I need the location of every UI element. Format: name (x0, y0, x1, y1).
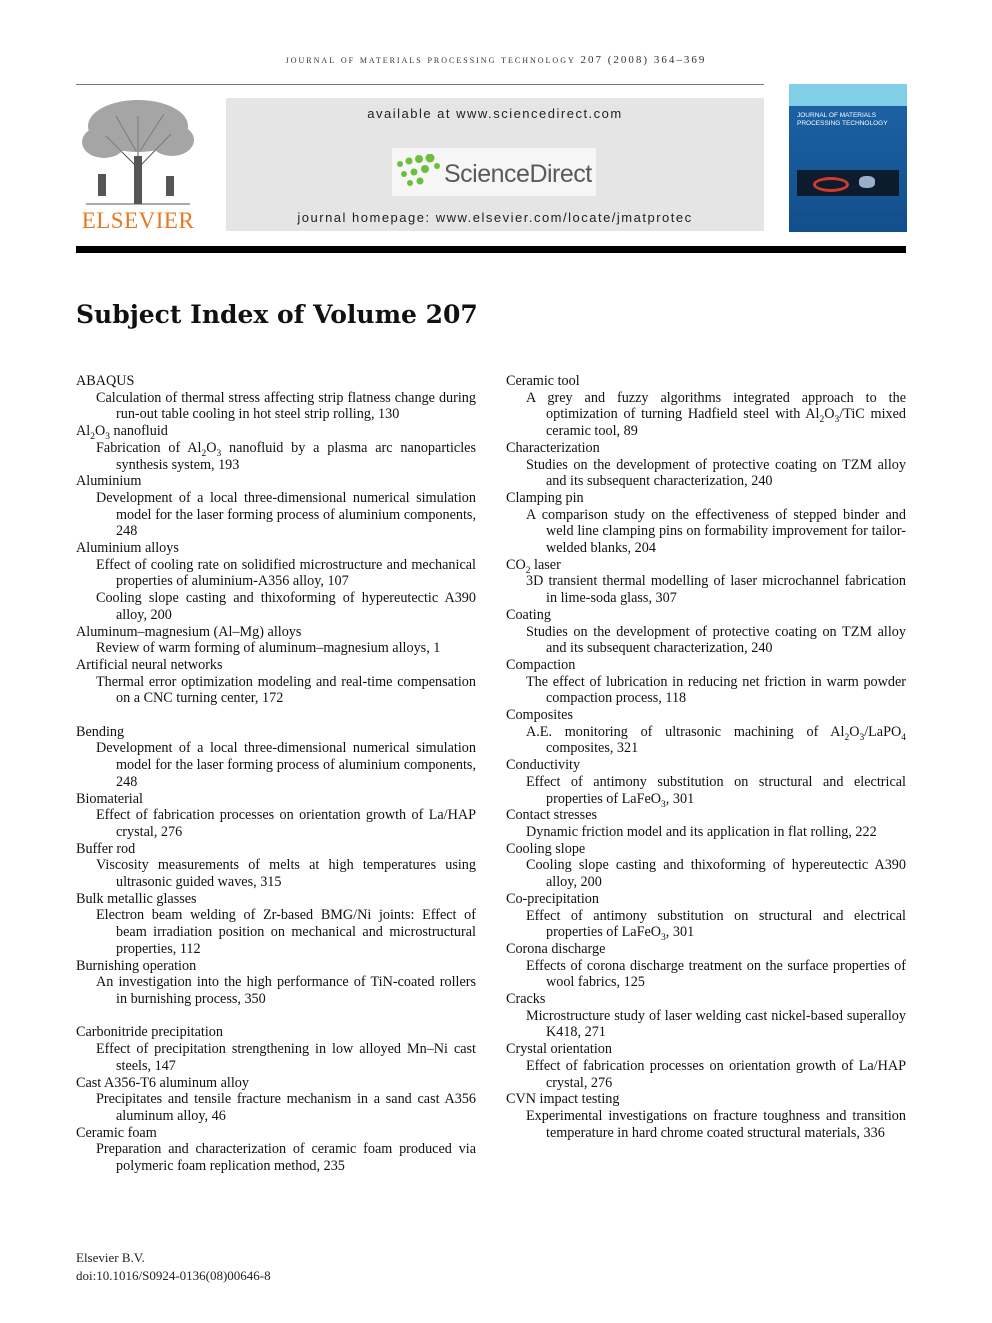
cover-image (797, 170, 899, 196)
index-reference: Thermal error optimization modeling and real-time compensation on a CNC turning center, 172 (96, 673, 476, 707)
index-term: Clamping pin (506, 489, 584, 506)
index-entry (506, 607, 906, 657)
index-entry (506, 1091, 906, 1141)
index-entry (506, 991, 906, 1041)
cover-ring-shape (813, 177, 849, 192)
index-reference: Dynamic friction model and its application in flat rolling, 222 (526, 823, 877, 840)
index-reference: Calculation of thermal stress affecting strip flatness change during run-out table cooling in hot steel strip rolling, 130 (96, 389, 476, 423)
index-reference: Effect of precipitation strengthening in low alloyed Mn–Ni cast steels, 147 (96, 1041, 476, 1074)
index-column-left (76, 373, 476, 1175)
index-term: Aluminum–magnesium (Al–Mg) alloys (76, 623, 302, 640)
index-entry (76, 624, 476, 657)
cover-spot-shape (859, 176, 875, 188)
index-reference: Studies on the development of protective coating on TZM alloy and its subsequent characterization, 240 (526, 456, 906, 490)
index-term: Bending (76, 723, 125, 740)
sciencedirect-banner (226, 98, 764, 231)
index-term: Coating (506, 606, 551, 623)
index-entry (76, 891, 476, 958)
index-term: CVN impact testing (506, 1091, 620, 1108)
index-term: Carbonitride precipitation (76, 1024, 223, 1041)
index-entry (76, 791, 476, 841)
sciencedirect-dots-icon (394, 154, 444, 190)
index-column-right (506, 373, 906, 1141)
index-reference: Viscosity measurements of melts at high temperatures using ultrasonic guided waves, 315 (96, 857, 476, 891)
index-term: $Al_2O_3$ nanofluid (76, 423, 168, 442)
index-reference: Development of a local three-dimensional numerical simulation model for the laser forming process of aluminium components, 248 (96, 740, 476, 790)
index-reference: Cooling slope casting and thixoforming of hypereutectic A390 alloy, 200 (526, 857, 906, 891)
title-rule (76, 246, 906, 253)
index-entry (76, 540, 476, 624)
running-head: journal of materials processing technology 207 (2008) 364–369 (285, 54, 707, 66)
index-term: Burnishing operation (76, 957, 197, 974)
footer (76, 1249, 271, 1285)
index-reference: Microstructure study of laser welding cast nickel-based superalloy K418, 271 (526, 1007, 906, 1041)
index-term: ABAQUS (76, 373, 135, 389)
index-reference: A grey and fuzzy algorithms integrated approach to the optimization of turning Hadfield steel with $Al_2O_3$/TiC mixed ceramic tool, 89 (526, 389, 906, 440)
index-term: Ceramic foam (76, 1124, 157, 1141)
index-entry (76, 657, 476, 707)
index-entry (76, 423, 476, 473)
index-term: Ceramic tool (506, 373, 580, 389)
index-entry (76, 841, 476, 891)
index-reference: Review of warm forming of aluminum–magnesium alloys, 1 (96, 640, 441, 657)
index-entry (506, 490, 906, 557)
index-term: Aluminium (76, 473, 142, 490)
index-reference: Effects of corona discharge treatment on the surface properties of wool fabrics, 125 (526, 957, 906, 991)
index-entry (76, 724, 476, 791)
index-term: Crystal orientation (506, 1041, 612, 1058)
tree-icon (76, 96, 200, 206)
index-entry (76, 373, 476, 423)
index-term: Bulk metallic glasses (76, 890, 197, 907)
index-entry (506, 941, 906, 991)
index-entry (76, 958, 476, 1008)
index-reference: Experimental investigations on fracture toughness and transition temperature in hard chrome coated structural materials, 336 (526, 1107, 906, 1141)
sciencedirect-logo (392, 148, 596, 196)
index-entry (506, 841, 906, 891)
index-term: Characterization (506, 439, 600, 456)
index-reference: 3D transient thermal modelling of laser microchannel fabrication in lime-soda glass, 307 (526, 573, 906, 607)
index-reference: Effect of fabrication processes on orientation growth of La/HAP crystal, 276 (526, 1057, 906, 1091)
index-reference: Cooling slope casting and thixoforming of hypereutectic A390 alloy, 200 (96, 590, 476, 623)
index-term: Corona discharge (506, 940, 606, 957)
index-reference: Fabrication of $Al_2O_3$ nanofluid by a plasma arc nanoparticles synthesis system, 193 (96, 439, 476, 473)
index-term: Co-precipitation (506, 890, 599, 907)
index-entry (76, 1024, 476, 1074)
index-reference: Effect of fabrication processes on orientation growth of La/HAP crystal, 276 (96, 807, 476, 840)
journal-homepage-text: journal homepage: www.elsevier.com/locate/jmatprotec (297, 210, 693, 225)
index-entry (506, 757, 906, 810)
index-entry (506, 557, 906, 607)
index-entry (506, 373, 906, 440)
page-title: Subject Index of Volume 207 (76, 300, 478, 329)
index-term: Biomaterial (76, 790, 143, 807)
index-term: Cast A356-T6 aluminum alloy (76, 1074, 249, 1091)
index-term: Aluminium alloys (76, 540, 179, 557)
index-reference: Development of a local three-dimensional numerical simulation model for the laser forming process of aluminium components, 248 (96, 489, 476, 540)
index-term: Buffer rod (76, 840, 136, 857)
index-term: Cooling slope (506, 840, 586, 857)
footer-publisher: Elsevier B.V. (76, 1250, 145, 1265)
index-reference: Preparation and characterization of ceramic foam produced via polymeric foam replication method, 235 (96, 1141, 476, 1175)
index-reference: Studies on the development of protective coating on TZM alloy and its subsequent characterization, 240 (526, 623, 906, 657)
sciencedirect-wordmark: ScienceDirect (444, 160, 592, 188)
elsevier-wordmark: ELSEVIER (81, 208, 195, 233)
index-term: Conductivity (506, 757, 581, 774)
index-term: Cracks (506, 991, 546, 1008)
index-reference: Effect of antimony substitution on structural and electrical properties of LaFeO$_3$, 301 (526, 907, 906, 944)
index-entry (506, 440, 906, 490)
cover-title: JOURNAL OF MATERIALS PROCESSING TECHNOLOGY (797, 112, 888, 127)
index-entry (506, 1041, 906, 1091)
index-reference: Effect of cooling rate on solidified microstructure and mechanical properties of aluminium-A356 alloy, 107 (96, 556, 476, 590)
cover-top-strip (789, 84, 907, 106)
elsevier-logo (76, 96, 200, 236)
index-reference: The effect of lubrication in reducing net friction in warm powder compaction process, 118 (526, 673, 906, 707)
index-entry (76, 1125, 476, 1175)
index-entry (506, 890, 906, 944)
index-entry (506, 807, 906, 840)
index-reference: Effect of antimony substitution on structural and electrical properties of LaFeO$_3$, 301 (526, 773, 906, 810)
index-term: Composites (506, 707, 574, 724)
header-rule (76, 84, 764, 85)
journal-cover (789, 84, 907, 232)
index-term: Contact stresses (506, 807, 598, 824)
index-term: Artificial neural networks (76, 656, 223, 673)
index-reference: Precipitates and tensile fracture mechanism in a sand cast A356 aluminum alloy, 46 (96, 1091, 476, 1124)
index-entry (506, 707, 906, 757)
index-term: Compaction (506, 656, 576, 673)
index-reference: An investigation into the high performance of TiN-coated rollers in burnishing process, 350 (96, 974, 476, 1007)
index-reference: Electron beam welding of Zr-based BMG/Ni joints: Effect of beam irradiation position on mechanical and microstructural properties, 112 (96, 907, 476, 957)
available-at-text: available at www.sciencedirect.com (367, 106, 623, 121)
index-term: $CO_2$ laser (506, 556, 561, 576)
index-reference: A comparison study on the effectiveness of stepped binder and weld line clamping pins on formability improvement for tailor-welded blanks, 204 (526, 506, 906, 557)
index-entry (76, 1075, 476, 1125)
index-entry (76, 473, 476, 540)
index-entry (506, 657, 906, 707)
footer-doi: doi:10.1016/S0924-0136(08)00646-8 (76, 1268, 271, 1283)
index-reference: A.E. monitoring of ultrasonic machining of $Al_2O_3/LaPO_4$ composites, 321 (526, 723, 906, 757)
